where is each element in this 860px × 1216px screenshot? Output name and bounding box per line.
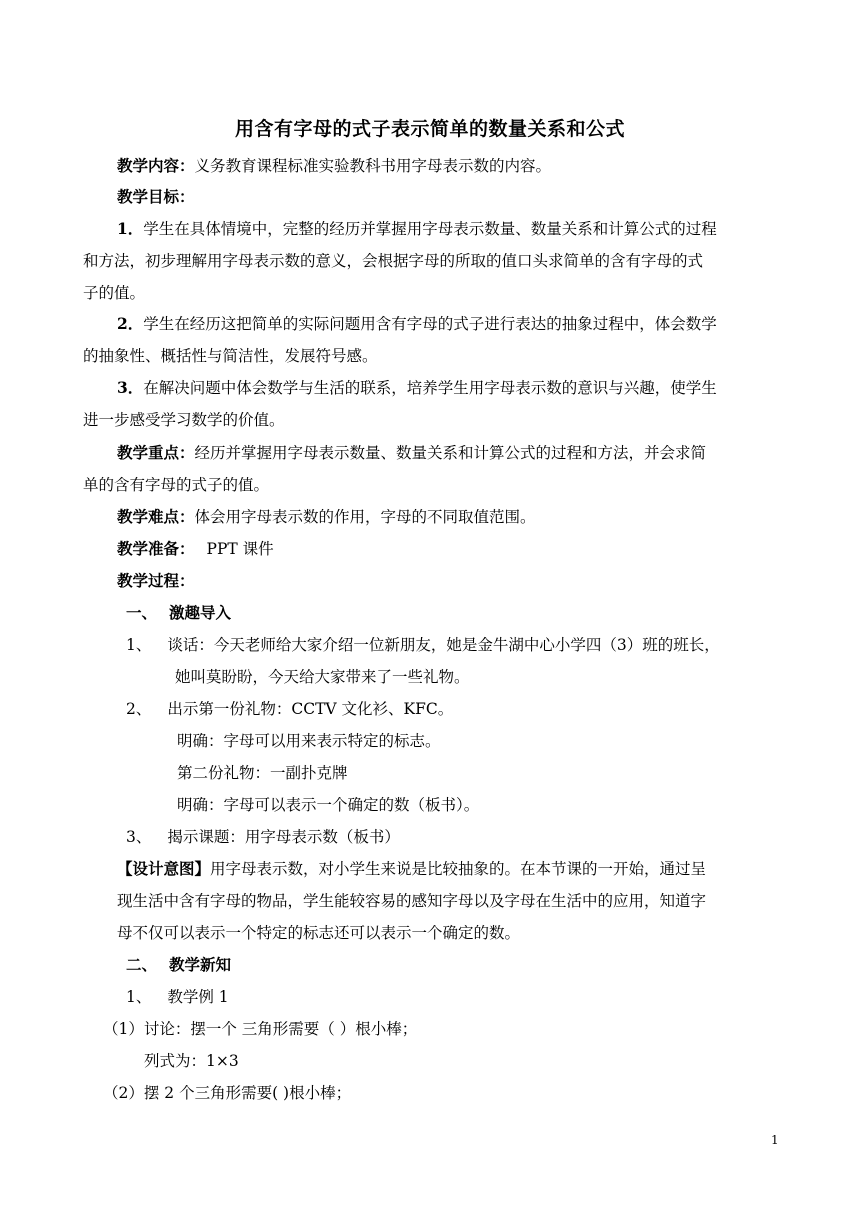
question-1: （1）讨论：摆一个 三角形需要（ ）根小棒； bbox=[103, 1020, 418, 1038]
section-1-item-2-line-2: 明确：字母可以用来表示特定的标志。 bbox=[177, 732, 441, 750]
key-points-label: 教学重点： bbox=[117, 443, 195, 462]
goal-1-number: 1． bbox=[117, 219, 144, 238]
difficulties: 教学难点：体会用字母表示数的作用，字母的不同取值范围。 bbox=[117, 507, 536, 526]
preparation-label: 教学准备： bbox=[117, 539, 195, 558]
difficulties-label: 教学难点： bbox=[117, 507, 195, 526]
section-1-item-1-line-2: 她叫莫盼盼，今天给大家带来了一些礼物。 bbox=[175, 668, 470, 686]
process-label: 教学过程： bbox=[117, 571, 195, 590]
teaching-goals-label: 教学目标： bbox=[117, 187, 195, 206]
goal-1-line-2: 和方法，初步理解用字母表示数的意义，会根据字母的所取的值口头求简单的含有字母的式 bbox=[83, 252, 704, 270]
preparation: 教学准备： PPT 课件 bbox=[117, 539, 274, 558]
teaching-content-label: 教学内容： bbox=[117, 156, 195, 175]
section-1-item-3: 3、 揭示课题：用字母表示数（板书） bbox=[126, 828, 400, 846]
document-title: 用含有字母的式子表示简单的数量关系和公式 bbox=[234, 118, 625, 140]
goal-1-line-3: 子的值。 bbox=[83, 284, 146, 302]
key-points-line-2: 单的含有字母的式子的值。 bbox=[83, 476, 270, 494]
design-intent-label: 【设计意图】 bbox=[117, 859, 211, 878]
section-1-item-2-line-4: 明确：字母可以表示一个确定的数（板书）。 bbox=[177, 796, 480, 814]
formula-1: 列式为：1×3 bbox=[144, 1052, 239, 1070]
page-number: 1 bbox=[771, 1133, 779, 1147]
key-points-line-1: 教学重点：经历并掌握用字母表示数量、数量关系和计算公式的过程和方法，并会求简 bbox=[117, 443, 707, 462]
goal-2-number: 2． bbox=[117, 314, 144, 333]
design-intent-line-3: 母不仅可以表示一个特定的标志还可以表示一个确定的数。 bbox=[117, 924, 521, 942]
goal-3-number: 3． bbox=[117, 378, 144, 397]
section-1-item-2-line-3: 第二份礼物：一副扑克牌 bbox=[177, 764, 348, 782]
section-2-heading: 二、 教学新知 bbox=[126, 955, 232, 974]
question-2: （2）摆 2 个三角形需要( )根小棒； bbox=[103, 1084, 352, 1102]
goal-3-line-2: 进一步感受学习数学的价值。 bbox=[83, 411, 285, 429]
goal-2-line-1: 2．学生在经历这把简单的实际问题用含有字母的式子进行表达的抽象过程中，体会数学 bbox=[117, 314, 717, 333]
design-intent-line-1: 【设计意图】用字母表示数，对小学生来说是比较抽象的。在本节课的一开始，通过呈 bbox=[117, 859, 707, 878]
section-1-item-1-line-1: 1、 谈话：今天老师给大家介绍一位新朋友，她是金牛湖中心小学四（3）班的班长， bbox=[126, 636, 720, 654]
goal-3-line-1: 3．在解决问题中体会数学与生活的联系，培养学生用字母表示数的意识与兴趣，使学生 bbox=[117, 378, 717, 397]
teaching-content-text: 义务教育课程标准实验教科书用字母表示数的内容。 bbox=[194, 157, 552, 175]
design-intent-line-2: 现生活中含有字母的物品，学生能较容易的感知字母以及字母在生活中的应用，知道字 bbox=[117, 892, 707, 910]
section-1-heading: 一、 激趣导入 bbox=[126, 603, 232, 622]
goal-2-line-2: 的抽象性、概括性与简洁性，发展符号感。 bbox=[83, 347, 378, 365]
section-2-item-1: 1、 教学例 1 bbox=[126, 988, 229, 1006]
section-1-item-2-line-1: 2、 出示第一份礼物：CCTV 文化衫、KFC。 bbox=[126, 700, 454, 718]
teaching-content bbox=[117, 155, 551, 177]
goal-1-line-1: 1．学生在具体情境中，完整的经历并掌握用字母表示数量、数量关系和计算公式的过程 bbox=[117, 219, 717, 238]
